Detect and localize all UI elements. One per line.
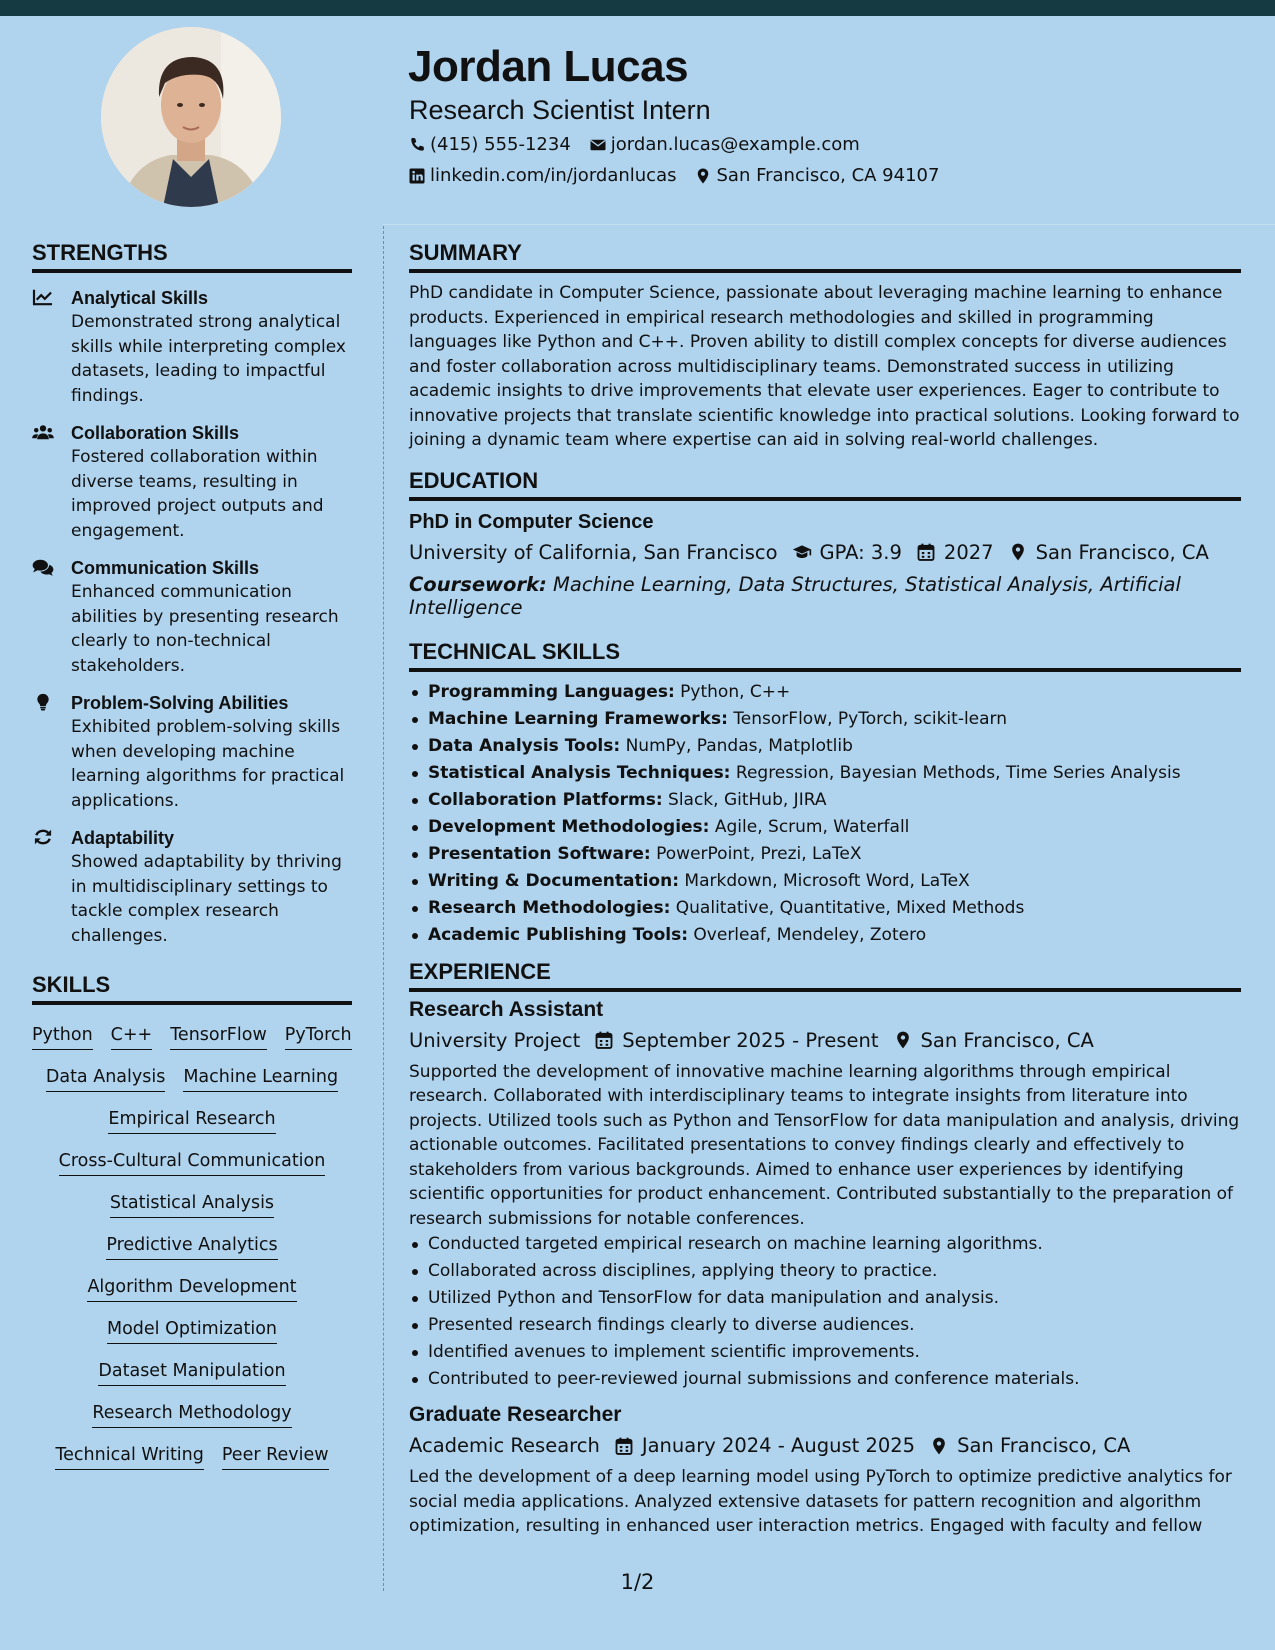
calendar-icon xyxy=(916,542,936,562)
edu-location-text: San Francisco, CA xyxy=(1035,540,1209,564)
strength-desc: Fostered collaboration within diverse teams, resulting in improved project outputs and engagement. xyxy=(71,447,324,541)
job-bullets xyxy=(409,1231,1241,1393)
coursework-text: Machine Learning, Data Structures, Statistical Analysis, Artificial Intelligence xyxy=(409,572,1181,619)
list-item xyxy=(409,787,1241,814)
skill-tag: Empirical Research xyxy=(108,1105,275,1134)
list-item xyxy=(409,868,1241,895)
job-location-text: San Francisco, CA xyxy=(920,1028,1094,1052)
calendar-icon xyxy=(594,1030,614,1050)
skill-value: PowerPoint, Prezi, LaTeX xyxy=(656,843,862,864)
skill-tag: Research Methodology xyxy=(92,1399,291,1428)
strengths-heading: STRENGTHS xyxy=(32,240,352,273)
skill-label: Presentation Software: xyxy=(428,843,651,864)
linkedin-item xyxy=(408,165,676,186)
calendar-icon xyxy=(614,1436,634,1456)
list-item xyxy=(409,706,1241,733)
strength-item xyxy=(32,826,352,948)
comments-icon xyxy=(32,558,54,576)
strength-title: Problem-Solving Abilities xyxy=(71,693,289,713)
strength-title: Analytical Skills xyxy=(71,288,209,308)
strength-desc: Showed adaptability by thriving in multidisciplinary settings to tackle complex research challenges. xyxy=(71,852,342,946)
technical-skills-heading: TECHNICAL SKILLS xyxy=(409,639,1241,672)
strength-title: Adaptability xyxy=(71,828,175,848)
skill-row xyxy=(32,1189,352,1218)
map-marker-icon xyxy=(694,167,712,185)
lightbulb-icon xyxy=(32,693,54,711)
job-location xyxy=(929,1434,1130,1457)
job-description: Led the development of a deep learning model using PyTorch to optimize predictive analytics for social media applications. Analyzed extensive datasets for pattern recognition and algorithm optimization, resulting in enhanced user interaction metrics. Engaged with faculty and fellow xyxy=(409,1467,1232,1536)
skill-row xyxy=(32,1273,352,1302)
technical-skills-list xyxy=(409,679,1241,949)
location-item xyxy=(694,165,939,186)
skill-row xyxy=(32,1441,352,1470)
skill-row xyxy=(32,1357,352,1386)
skill-tag: Peer Review xyxy=(222,1441,329,1470)
right-column xyxy=(409,240,1241,1539)
skill-tag: Algorithm Development xyxy=(87,1273,296,1302)
job-meta xyxy=(409,1434,1241,1457)
candidate-name: Jordan Lucas xyxy=(408,42,689,91)
coursework xyxy=(409,573,1241,619)
experience-entry xyxy=(409,998,1241,1394)
skill-label: Development Methodologies: xyxy=(428,816,710,837)
school-name xyxy=(409,541,778,564)
skill-tag: Statistical Analysis xyxy=(110,1189,274,1218)
experience-entry xyxy=(409,1403,1241,1539)
candidate-title: Research Scientist Intern xyxy=(409,95,711,125)
list-item: Conducted targeted empirical research on machine learning algorithms. xyxy=(409,1231,1241,1258)
job-org xyxy=(409,1434,600,1457)
skill-tag: Technical Writing xyxy=(55,1441,203,1470)
skill-row xyxy=(32,1063,352,1092)
strength-title: Communication Skills xyxy=(71,558,260,578)
skill-value: Python, C++ xyxy=(680,681,791,702)
phone-icon xyxy=(408,136,426,154)
list-item: Presented research findings clearly to diverse audiences. xyxy=(409,1312,1241,1339)
skill-label: Research Methodologies: xyxy=(428,897,671,918)
profile-photo xyxy=(101,27,281,207)
phone-text[interactable]: (415) 555-1234 xyxy=(430,134,571,155)
strength-desc: Enhanced communication abilities by presenting research clearly to non-technical stakeholders. xyxy=(71,582,339,676)
experience-heading: EXPERIENCE xyxy=(409,959,1241,992)
skill-value: Markdown, Microsoft Word, LaTeX xyxy=(684,870,970,891)
skill-row xyxy=(32,1315,352,1344)
job-dates-text: January 2024 - August 2025 xyxy=(641,1434,916,1457)
skill-tag: Dataset Manipulation xyxy=(98,1357,285,1386)
school-text: University of California, San Francisco xyxy=(409,540,778,564)
skill-row xyxy=(32,1231,352,1260)
email-text[interactable]: jordan.lucas@example.com xyxy=(610,134,860,155)
skill-tag: Machine Learning xyxy=(183,1063,338,1092)
map-marker-icon xyxy=(893,1030,913,1050)
strength-item xyxy=(32,286,352,408)
skill-tag: Data Analysis xyxy=(46,1063,165,1092)
list-item xyxy=(409,733,1241,760)
degree-title: PhD in Computer Science xyxy=(409,510,654,533)
gpa-text: GPA: 3.9 xyxy=(819,540,902,564)
skill-label: Data Analysis Tools: xyxy=(428,735,621,756)
phone-item xyxy=(408,134,571,155)
strength-desc: Exhibited problem-solving skills when developing machine learning algorithms for practical applications. xyxy=(71,717,345,811)
skill-tag: C++ xyxy=(111,1021,153,1050)
skill-row xyxy=(32,1399,352,1428)
skill-row xyxy=(32,1105,352,1134)
header-divider xyxy=(383,224,1275,225)
list-item: Identified avenues to implement scientific improvements. xyxy=(409,1339,1241,1366)
education-heading: EDUCATION xyxy=(409,468,1241,501)
job-meta xyxy=(409,1029,1241,1052)
skill-label: Programming Languages: xyxy=(428,681,675,702)
strength-item xyxy=(32,691,352,813)
job-dates-text: September 2025 - Present xyxy=(622,1028,879,1052)
skills-heading: SKILLS xyxy=(32,972,352,1005)
skill-tag: Predictive Analytics xyxy=(106,1231,277,1260)
list-item: Collaborated across disciplines, applying theory to practice. xyxy=(409,1258,1241,1285)
chart-line-icon xyxy=(32,288,54,306)
summary-heading: SUMMARY xyxy=(409,240,1241,273)
skill-tag: Python xyxy=(32,1021,93,1050)
sync-icon xyxy=(32,828,54,846)
education-meta xyxy=(409,541,1241,564)
skill-label: Writing & Documentation: xyxy=(428,870,679,891)
strength-title: Collaboration Skills xyxy=(71,423,240,443)
skill-row xyxy=(32,1147,352,1176)
job-description: Supported the development of innovative machine learning algorithms through empirical research. Collaborated with interdisciplinary teams to integrate insights from literature into projects. Utilized tools such as Python and TensorFlow for data manipulation and analysis, driving actionable outcomes. Facilitated presentations to convey findings clearly and effectively to stakeholders from various backgrounds. Aimed to enhance user experiences by identifying scientific opportunities for product enhancement. Contributed substantially to the preparation of research submissions for notable conferences. xyxy=(409,1061,1240,1229)
skill-value: NumPy, Pandas, Matplotlib xyxy=(625,735,853,756)
strength-item xyxy=(32,421,352,543)
email-item xyxy=(589,134,860,155)
graduation-cap-icon xyxy=(792,542,812,562)
contact-row-2 xyxy=(408,165,957,186)
list-item xyxy=(409,679,1241,706)
skill-value: TensorFlow, PyTorch, scikit-learn xyxy=(733,708,1008,729)
top-accent-bar xyxy=(0,0,1275,16)
summary-text: PhD candidate in Computer Science, passionate about leveraging machine learning to enhance products. Experienced in empirical research methodologies and skilled in programming languages like Python and C++. Proven ability to distill complex concepts for diverse audiences and foster collaboration across multidisciplinary teams. Demonstrated success in utilizing academic insights to drive improvements that elevate user experiences. Eager to contribute to innovative projects that translate scientific knowledge into practical solutions. Looking forward to joining a dynamic team where expertise can aid in solving real-world challenges. xyxy=(409,283,1240,450)
contact-row-1 xyxy=(408,134,878,155)
list-item xyxy=(409,760,1241,787)
users-icon xyxy=(32,423,54,441)
list-item xyxy=(409,841,1241,868)
skills-list xyxy=(32,1021,352,1470)
skill-tag: Cross-Cultural Communication xyxy=(59,1147,326,1176)
year-text: 2027 xyxy=(943,540,994,564)
job-org-text: Academic Research xyxy=(409,1434,600,1457)
skill-value: Regression, Bayesian Methods, Time Series Analysis xyxy=(735,762,1181,783)
map-marker-icon xyxy=(1008,542,1028,562)
left-column xyxy=(32,240,352,1483)
linkedin-icon xyxy=(408,167,426,185)
job-dates xyxy=(594,1029,878,1052)
envelope-icon xyxy=(589,136,607,154)
skill-label: Statistical Analysis Techniques: xyxy=(428,762,731,783)
list-item: Contributed to peer-reviewed journal submissions and conference materials. xyxy=(409,1366,1241,1393)
skill-label: Academic Publishing Tools: xyxy=(428,924,689,945)
skill-value: Qualitative, Quantitative, Mixed Methods xyxy=(675,897,1025,918)
skill-tag: PyTorch xyxy=(285,1021,352,1050)
list-item: Utilized Python and TensorFlow for data manipulation and analysis. xyxy=(409,1285,1241,1312)
year-item xyxy=(916,541,994,564)
edu-location-item xyxy=(1008,541,1209,564)
page-number: 1/2 xyxy=(620,1570,655,1594)
skill-value: Overleaf, Mendeley, Zotero xyxy=(693,924,927,945)
list-item xyxy=(409,814,1241,841)
coursework-label: Coursework: xyxy=(409,572,547,596)
column-divider xyxy=(383,226,384,1591)
linkedin-text[interactable]: linkedin.com/in/jordanlucas xyxy=(430,165,677,186)
skill-value: Agile, Scrum, Waterfall xyxy=(714,816,910,837)
location-text: San Francisco, CA 94107 xyxy=(716,165,940,186)
strength-desc: Demonstrated strong analytical skills while interpreting complex datasets, leading to impactful findings. xyxy=(71,312,346,406)
skill-label: Machine Learning Frameworks: xyxy=(428,708,728,729)
job-title: Research Assistant xyxy=(409,997,604,1021)
strength-item xyxy=(32,556,352,678)
list-item xyxy=(409,922,1241,949)
skill-value: Slack, GitHub, JIRA xyxy=(668,789,827,810)
job-dates xyxy=(614,1434,915,1457)
list-item xyxy=(409,895,1241,922)
job-location xyxy=(893,1029,1094,1052)
job-title: Graduate Researcher xyxy=(409,1403,622,1426)
skill-row xyxy=(32,1021,352,1050)
job-org xyxy=(409,1029,580,1052)
skill-tag: Model Optimization xyxy=(107,1315,277,1344)
gpa-item xyxy=(792,541,902,564)
skill-tag: TensorFlow xyxy=(170,1021,267,1050)
map-marker-icon xyxy=(929,1436,949,1456)
job-org-text: University Project xyxy=(409,1028,581,1052)
skill-label: Collaboration Platforms: xyxy=(428,789,663,810)
job-location-text: San Francisco, CA xyxy=(957,1434,1131,1457)
